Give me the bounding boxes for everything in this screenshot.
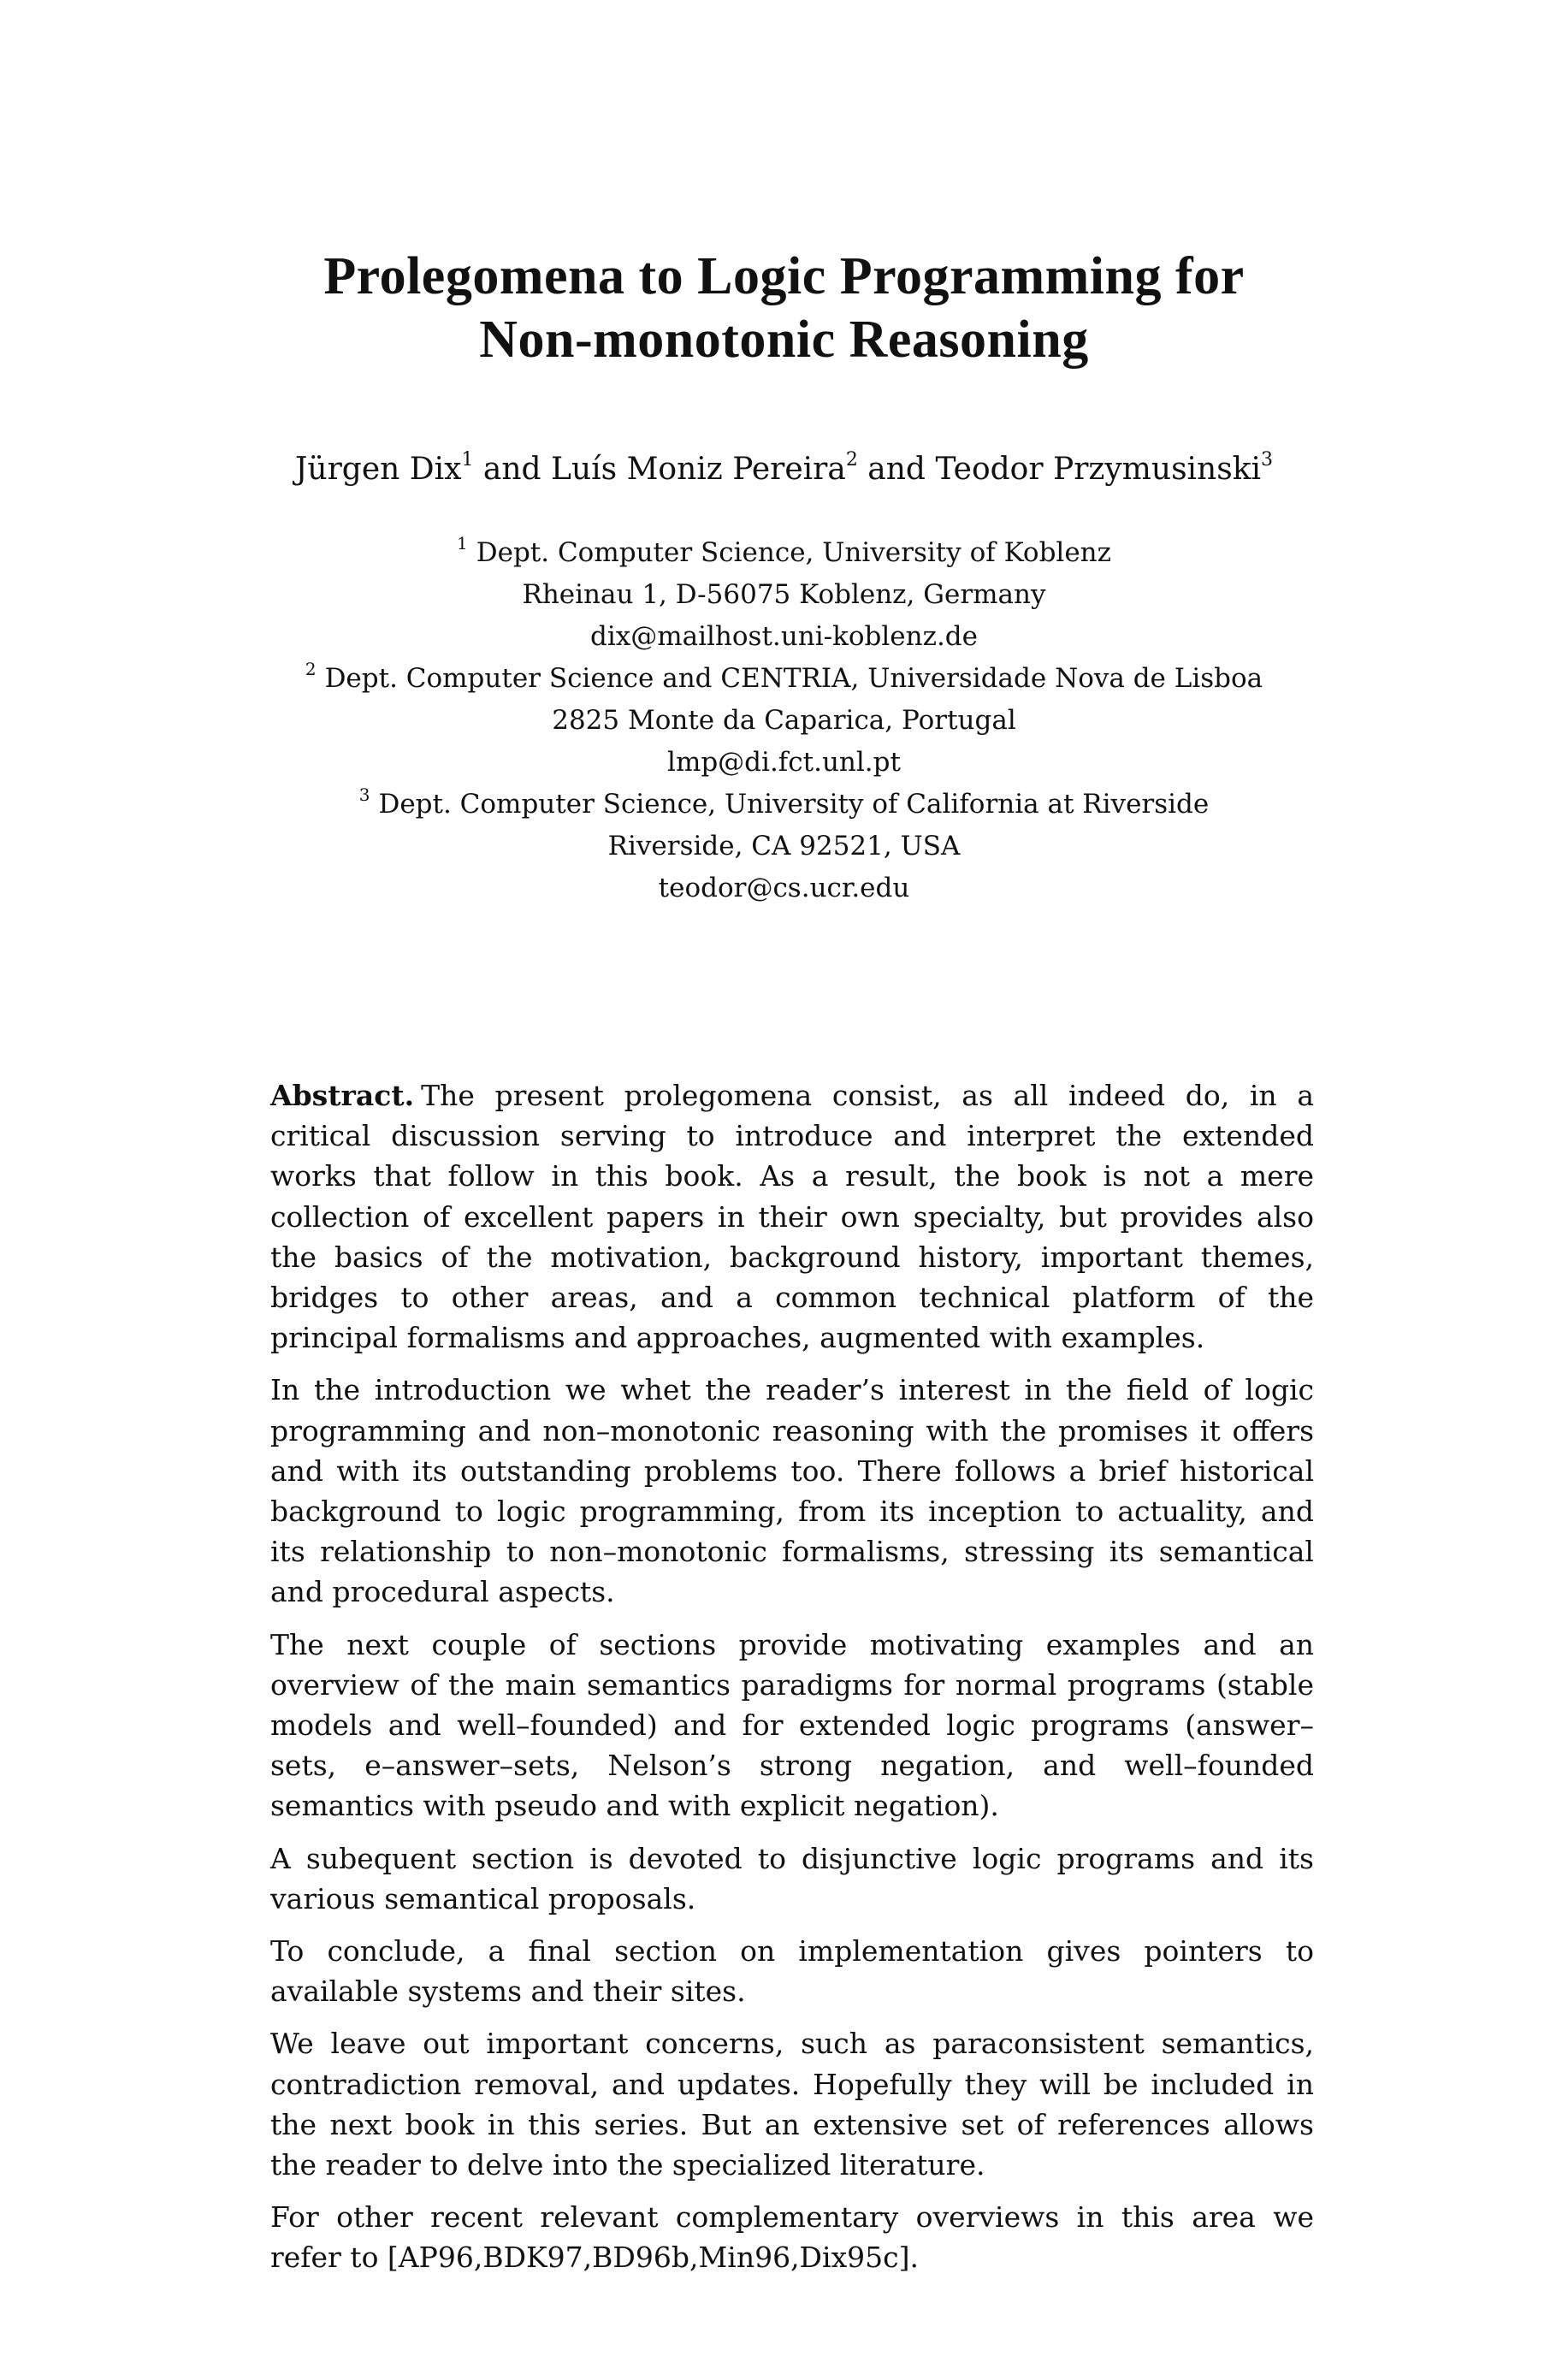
affiliation-mark: 3 [358, 784, 370, 805]
abstract-paragraph [270, 1075, 1314, 1358]
paper-title [0, 245, 1568, 371]
affiliation-email: dix@mailhost.uni-koblenz.de [589, 621, 978, 652]
affiliation-mark: 2 [305, 659, 317, 679]
author-separator: and [482, 452, 541, 487]
abstract-paragraph: For other recent relevant complementary overviews in this area we refer to [AP96,BDK97,BD96b,Min96,Dix95c]. [270, 2200, 1314, 2275]
abstract-paragraph: The next couple of sections provide motivating examples and an overview of the main semantics paradigms for normal programs (stable models and well–founded) and for extended logic programs (answer–sets, e–answer–sets, Nelson’s strong negation, and well–founded semantics with pseudo and with explicit negation). [270, 1627, 1314, 1823]
affiliation-dept [0, 658, 1568, 700]
affiliation-address: 2825 Monte da Caparica, Portugal [552, 705, 1016, 736]
author-separator: and [867, 452, 926, 487]
affiliation-email: teodor@cs.ucr.edu [658, 873, 910, 903]
affiliation-dept-text: Dept. Computer Science, University of California at Riverside [378, 789, 1210, 820]
abstract-text: The present prolegomena consist, as all indeed do, in a critical discussion serving to introduce and interpret the extended works that follow in this book. As a result, the book is not a mere collection of excellent papers in their own specialty, but provides also the basics of the motivation, background history, important themes, bridges to other areas, and a common technical platform of the principal formalisms and approaches, augmented with examples. [270, 1079, 1314, 1355]
author-name: Jürgen Dix [294, 452, 462, 487]
affiliation-list [0, 532, 1568, 909]
author-name: Teodor Przymusinski [935, 452, 1262, 487]
affiliation-dept [0, 532, 1568, 574]
affiliation-dept [0, 784, 1568, 826]
author-mark: 3 [1261, 449, 1274, 471]
abstract-label: Abstract. [270, 1079, 415, 1112]
author-list [0, 451, 1568, 488]
abstract-paragraph: A subequent section is devoted to disjunctive logic programs and its various semantical proposals. [270, 1841, 1314, 1915]
affiliation-dept-text: Dept. Computer Science and CENTRIA, Universidade Nova de Lisboa [324, 663, 1263, 694]
author-mark: 1 [461, 449, 474, 471]
affiliation-address: Riverside, CA 92521, USA [607, 831, 961, 861]
affiliation-email: lmp@di.fct.unl.pt [667, 747, 901, 778]
author-mark: 2 [845, 449, 858, 471]
abstract-paragraph: In the introduction we whet the reader’s interest in the field of logic programming and non–monotonic reasoning with the promises it offers and with its outstanding problems too. There follows a brief historical background to logic programming, from its inception to actuality, and its relationship to non–monotonic formalisms, stressing its semantical and procedural aspects. [270, 1373, 1314, 1609]
affiliation-dept-text: Dept. Computer Science, University of Koblenz [476, 537, 1111, 568]
title-line-1: Prolegomena to Logic Programming for [323, 247, 1245, 305]
abstract-paragraph: To conclude, a final section on implementation gives pointers to available systems and their sites. [270, 1934, 1314, 2009]
abstract [270, 1075, 1314, 2290]
author-name: Luís Moniz Pereira [551, 452, 846, 487]
affiliation-mark: 1 [457, 533, 468, 554]
title-line-2: Non-monotonic Reasoning [479, 311, 1089, 369]
abstract-paragraph: We leave out important concerns, such as paraconsistent semantics, contradiction removal, and updates. Hopefully they will be included in the next book in this series. But an extensive set of references allows the reader to delve into the specialized literature. [270, 2027, 1314, 2182]
affiliation-address: Rheinau 1, D-56075 Koblenz, Germany [522, 579, 1046, 610]
